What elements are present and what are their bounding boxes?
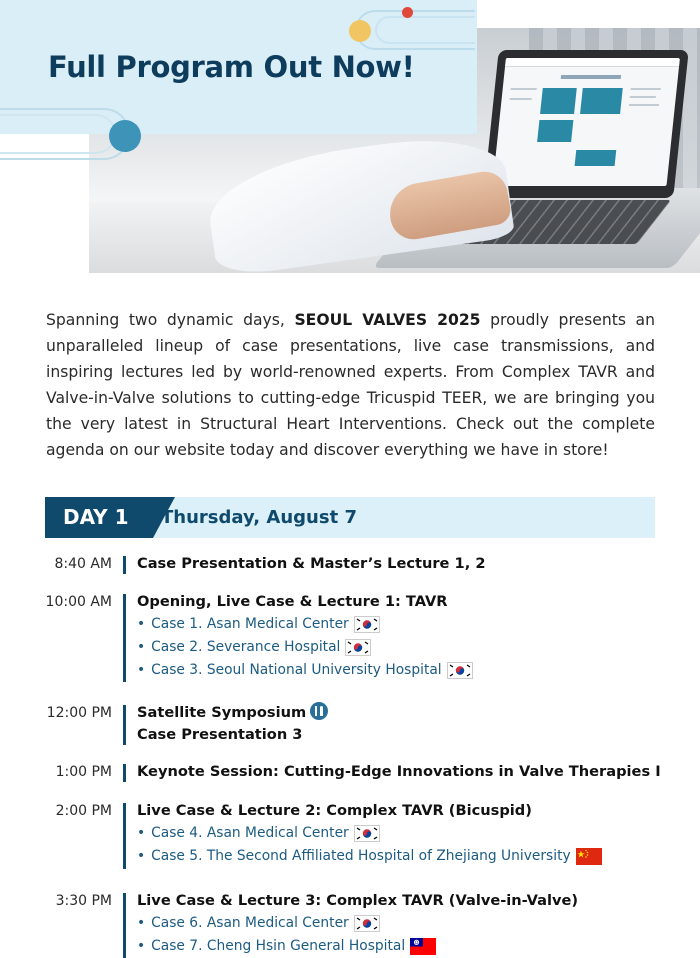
- decorative-lines: [0, 114, 116, 154]
- day-label: DAY 1: [45, 497, 153, 538]
- case-item: • Case 7. Cheng Hsin General Hospital: [137, 935, 677, 958]
- korea-flag-icon: [354, 825, 380, 842]
- day-banner: [45, 497, 655, 538]
- intro-text: proudly presents an unparalleled lineup of case presentations, live case transmissions, and inspiring lectures led by world-renowned experts. From Complex TAVR and Valve-in-Valve solutions to cutting-edge Tricuspid TEER, we are bringing you the very latest in Structural Heart Interventions. Check out the complete agenda on our website today and discover everything we have in store!: [46, 311, 655, 459]
- case-label: Case 2. Severance Hospital: [151, 639, 341, 655]
- session-title: Case Presentation 3: [137, 726, 303, 743]
- case-item: • Case 2. Severance Hospital: [137, 636, 677, 659]
- case-item: • Case 3. Seoul National University Hospital: [137, 659, 677, 682]
- case-item: • Case 6. Asan Medical Center: [137, 912, 677, 935]
- decorative-dot: [349, 20, 371, 42]
- meal-icon: [310, 702, 328, 720]
- taiwan-flag-icon: [410, 938, 436, 955]
- timeline-bar: [123, 705, 126, 745]
- session-title: Opening, Live Case & Lecture 1: TAVR: [137, 593, 448, 610]
- session-title: Case Presentation & Master’s Lecture 1, 2: [137, 555, 486, 572]
- page-title: Full Program Out Now!: [48, 50, 415, 84]
- event-name: SEOUL VALVES 2025: [294, 311, 481, 329]
- session-time: 2:00 PM: [55, 803, 112, 819]
- timeline-bar: [123, 594, 126, 682]
- korea-flag-icon: [447, 662, 473, 679]
- intro-paragraph: [46, 307, 655, 463]
- timeline-bar: [123, 893, 126, 958]
- decorative-lines: [375, 16, 475, 44]
- session-time: 8:40 AM: [54, 556, 112, 572]
- korea-flag-icon: [354, 616, 380, 633]
- session-title: [137, 702, 677, 724]
- session-title: Live Case & Lecture 3: Complex TAVR (Valve-in-Valve): [137, 892, 579, 909]
- timeline-bar: [123, 764, 126, 782]
- case-label: Case 3. Seoul National University Hospital: [151, 662, 442, 678]
- laptop-display: [492, 58, 679, 186]
- timeline-bar: [123, 556, 126, 574]
- case-label: Case 5. The Second Affiliated Hospital of Zhejiang University: [151, 848, 571, 864]
- intro-text: Spanning two dynamic days,: [46, 311, 295, 329]
- hero-banner: [0, 0, 700, 275]
- session-time: 12:00 PM: [46, 705, 112, 721]
- case-item: • Case 1. Asan Medical Center: [137, 613, 677, 636]
- case-item: • Case 5. The Second Affiliated Hospital of Zhejiang University: [137, 845, 677, 868]
- day-date: Thursday, August 7: [161, 507, 357, 528]
- session-title: Keynote Session: Cutting-Edge Innovations in Valve Therapies I: [137, 763, 661, 780]
- session-time: 10:00 AM: [45, 594, 112, 610]
- session-time: 1:00 PM: [55, 764, 112, 780]
- decorative-dot: [109, 120, 141, 152]
- case-item: • Case 4. Asan Medical Center: [137, 822, 677, 845]
- korea-flag-icon: [345, 639, 371, 656]
- case-label: Case 1. Asan Medical Center: [151, 616, 349, 632]
- laptop-screen: [483, 50, 689, 198]
- title-panel-white: [477, 0, 700, 28]
- timeline-bar: [123, 803, 126, 869]
- korea-flag-icon: [354, 915, 380, 932]
- session-title: Live Case & Lecture 2: Complex TAVR (Bicuspid): [137, 802, 532, 819]
- session-title-text: Satellite Symposium: [137, 704, 307, 721]
- session-time: 3:30 PM: [55, 893, 112, 909]
- case-label: Case 7. Cheng Hsin General Hospital: [151, 938, 406, 954]
- case-label: Case 4. Asan Medical Center: [151, 825, 349, 841]
- decorative-dot: [402, 7, 413, 18]
- case-label: Case 6. Asan Medical Center: [151, 915, 349, 931]
- china-flag-icon: [576, 848, 602, 865]
